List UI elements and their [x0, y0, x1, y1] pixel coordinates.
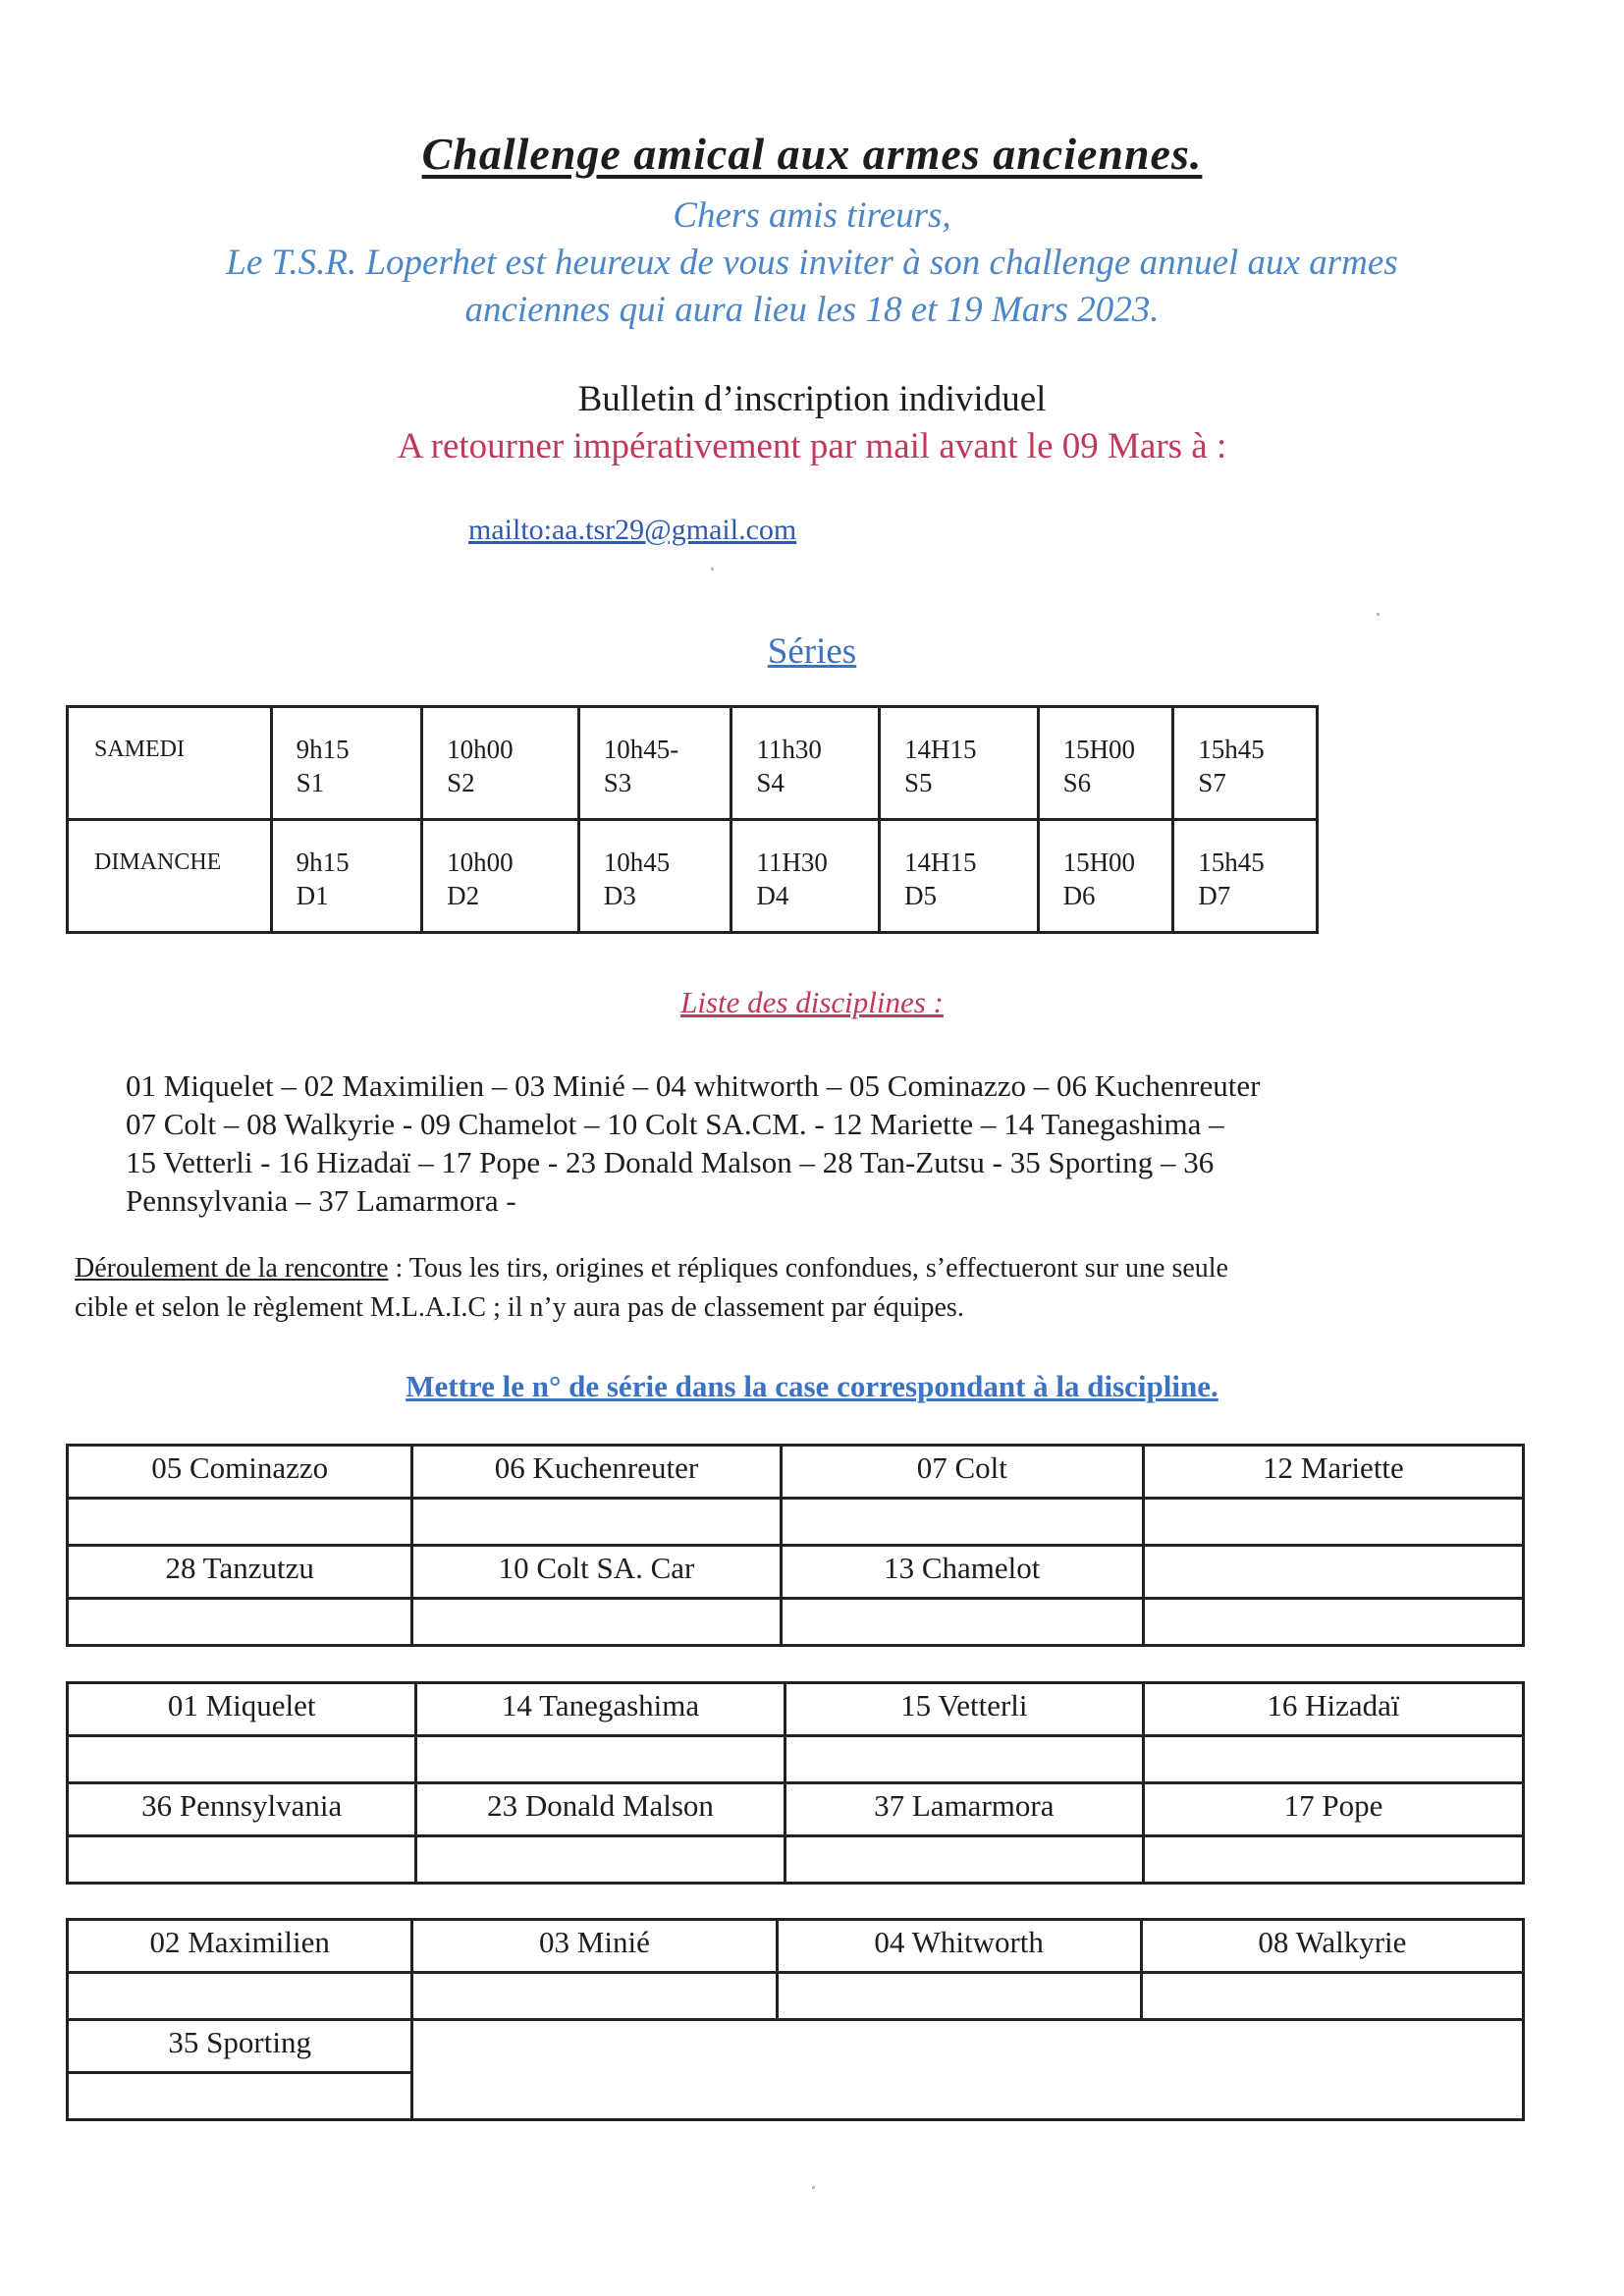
series-entry-cell[interactable]	[416, 1836, 785, 1884]
discipline-label: 37 Lamarmora	[785, 1783, 1143, 1836]
rules-label: Déroulement de la rencontre	[75, 1253, 389, 1284]
series-slot: 10h45 D3	[578, 820, 731, 933]
discipline-label: 04 Whitworth	[777, 1920, 1141, 1973]
discipline-label: 08 Walkyrie	[1141, 1920, 1523, 1973]
rules-text-2: cible et selon le règlement M.L.A.I.C ; il n’y aura pas de classement par équipes.	[75, 1292, 964, 1323]
instruction: Mettre le n° de série dans la case correspondant à la discipline.	[406, 1369, 1218, 1403]
rules-text: : Tous les tirs, origines et répliques confondues, s’effectueront sur une seule	[388, 1253, 1228, 1284]
series-entry-cell[interactable]	[1141, 1973, 1523, 2020]
series-entry-cell[interactable]	[781, 1499, 1143, 1546]
discipline-label: 05 Cominazzo	[68, 1446, 412, 1499]
series-row-dimanche	[68, 820, 1318, 933]
series-entry-cell[interactable]	[68, 1599, 412, 1646]
scan-speck	[1377, 613, 1380, 616]
series-row-samedi	[68, 707, 1318, 820]
discipline-label: 12 Mariette	[1143, 1446, 1523, 1499]
blank-area	[412, 2020, 1524, 2120]
series-slot: 9h15 S1	[271, 707, 422, 820]
discipline-label	[1143, 1546, 1523, 1599]
discipline-grid-3	[66, 1918, 1525, 2121]
intro-line-2: anciennes qui aura lieu les 18 et 19 Mars 2023.	[464, 290, 1160, 330]
series-heading: Séries	[767, 631, 857, 672]
discipline-label: 36 Pennsylvania	[68, 1783, 416, 1836]
discipline-label: 07 Colt	[781, 1446, 1143, 1499]
disciplines-line: 01 Miquelet – 02 Maximilien – 03 Minié – 04 whitworth – 05 Cominazzo – 06 Kuchenreuter	[126, 1068, 1261, 1103]
discipline-label: 13 Chamelot	[781, 1546, 1143, 1599]
series-entry-cell[interactable]	[785, 1736, 1143, 1783]
series-entry-cell[interactable]	[781, 1599, 1143, 1646]
discipline-label: 02 Maximilien	[68, 1920, 412, 1973]
series-slot: 15H00 S6	[1038, 707, 1173, 820]
series-slot: 11h30 S4	[731, 707, 880, 820]
series-entry-cell[interactable]	[412, 1599, 781, 1646]
disciplines-line: Pennsylvania – 37 Lamarmora -	[126, 1183, 516, 1218]
discipline-label: 16 Hizadaï	[1143, 1683, 1523, 1736]
series-entry-cell[interactable]	[412, 1499, 781, 1546]
series-entry-cell[interactable]	[416, 1736, 785, 1783]
bulletin-heading: Bulletin d’inscription individuel	[577, 379, 1047, 419]
series-entry-cell[interactable]	[1143, 1499, 1523, 1546]
series-entry-cell[interactable]	[785, 1836, 1143, 1884]
series-slot: 10h00 D2	[422, 820, 579, 933]
series-table	[66, 705, 1319, 934]
series-entry-cell[interactable]	[412, 1973, 777, 2020]
series-entry-cell[interactable]	[1143, 1736, 1523, 1783]
disciplines-list	[126, 1066, 1540, 1220]
day-label: SAMEDI	[68, 707, 272, 820]
series-slot: 10h00 S2	[422, 707, 579, 820]
series-entry-cell[interactable]	[68, 1836, 416, 1884]
discipline-grid-2	[66, 1681, 1525, 1885]
disciplines-line: 07 Colt – 08 Walkyrie - 09 Chamelot – 10 Colt SA.CM. - 12 Mariette – 14 Tanegashima –	[126, 1107, 1224, 1141]
discipline-label: 23 Donald Malson	[416, 1783, 785, 1836]
disciplines-heading: Liste des disciplines :	[680, 985, 944, 1019]
series-entry-cell[interactable]	[1143, 1836, 1523, 1884]
series-entry-cell[interactable]	[1143, 1599, 1523, 1646]
discipline-label: 03 Minié	[412, 1920, 777, 1973]
discipline-label: 28 Tanzutzu	[68, 1546, 412, 1599]
greeting: Chers amis tireurs,	[673, 195, 951, 236]
series-slot: 15h45 D7	[1173, 820, 1318, 933]
discipline-grid-1	[66, 1444, 1525, 1647]
series-slot: 15h45 S7	[1173, 707, 1318, 820]
series-slot: 11H30 D4	[731, 820, 880, 933]
discipline-label: 01 Miquelet	[68, 1683, 416, 1736]
discipline-label: 06 Kuchenreuter	[412, 1446, 781, 1499]
scan-speck	[812, 2186, 815, 2189]
series-entry-cell[interactable]	[68, 1499, 412, 1546]
discipline-label: 17 Pope	[1143, 1783, 1523, 1836]
series-slot: 14H15 D5	[879, 820, 1038, 933]
day-label: DIMANCHE	[68, 820, 272, 933]
discipline-label: 10 Colt SA. Car	[412, 1546, 781, 1599]
email-link[interactable]: mailto:aa.tsr29@gmail.com	[468, 514, 797, 546]
disciplines-line: 15 Vetterli - 16 Hizadaï – 17 Pope - 23 Donald Malson – 28 Tan-Zutsu - 35 Sporting – 36	[126, 1145, 1215, 1179]
series-entry-cell[interactable]	[777, 1973, 1141, 2020]
series-slot: 10h45- S3	[578, 707, 731, 820]
series-slot: 15H00 D6	[1038, 820, 1173, 933]
intro-line-1: Le T.S.R. Loperhet est heureux de vous inviter à son challenge annuel aux armes	[226, 243, 1398, 283]
series-slot: 9h15 D1	[271, 820, 422, 933]
discipline-label: 35 Sporting	[68, 2020, 412, 2073]
discipline-label: 15 Vetterli	[785, 1683, 1143, 1736]
scan-speck	[711, 568, 714, 571]
deadline-notice: A retourner impérativement par mail avant le 09 Mars à :	[397, 426, 1227, 466]
series-slot: 14H15 S5	[879, 707, 1038, 820]
series-entry-cell[interactable]	[68, 2073, 412, 2120]
discipline-label: 14 Tanegashima	[416, 1683, 785, 1736]
document-title: Challenge amical aux armes anciennes.	[421, 129, 1203, 179]
rules-paragraph	[75, 1249, 1538, 1328]
series-entry-cell[interactable]	[68, 1736, 416, 1783]
series-entry-cell[interactable]	[68, 1973, 412, 2020]
